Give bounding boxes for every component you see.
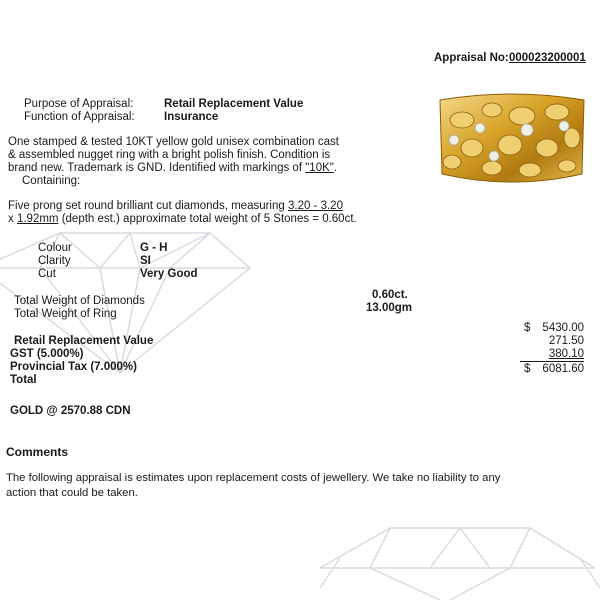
colour-value: G - H xyxy=(140,242,168,254)
description-line-3-end: . xyxy=(333,162,338,174)
clarity-label: Clarity xyxy=(38,255,71,267)
ring-weight-label: Total Weight of Ring xyxy=(14,308,117,320)
purpose-label: Purpose of Appraisal: xyxy=(24,98,134,110)
description-line-3-text: brand new. Trademark is GND. Identified with markings of xyxy=(8,162,306,174)
pst-amount: 380.10 xyxy=(548,348,584,360)
function-value: Insurance xyxy=(164,111,219,123)
stones-line-1 xyxy=(8,199,343,213)
appraisal-number: 000023200001 xyxy=(509,52,586,64)
diamond-watermark-bottom xyxy=(300,508,600,600)
cut-label: Cut xyxy=(38,268,56,280)
retail-value-label: Retail Replacement Value xyxy=(14,335,154,347)
function-label: Function of Appraisal: xyxy=(24,111,135,123)
total-amount: 6081.60 xyxy=(542,363,584,375)
gst-label: GST (5.000%) xyxy=(10,348,84,360)
comments-heading: Comments xyxy=(6,445,69,459)
stone-diameter: 3.20 - 3.20 xyxy=(287,200,343,212)
total-label: Total xyxy=(10,374,37,386)
clarity-value: SI xyxy=(140,255,151,267)
purpose-value: Retail Replacement Value xyxy=(164,98,304,110)
cut-value: Very Good xyxy=(140,268,198,280)
description-line-2: & assembled nugget ring with a bright polish finish. Condition is xyxy=(8,149,331,161)
description-line-3 xyxy=(8,161,337,175)
pst-label: Provincial Tax (7.000%) xyxy=(10,361,137,373)
description-line-4: Containing: xyxy=(22,175,81,187)
stones-line-2-prefix: x xyxy=(8,213,17,225)
diamond-weight-label: Total Weight of Diamonds xyxy=(14,295,145,307)
comments-line-2: action that could be taken. xyxy=(6,487,138,499)
gold-price: GOLD @ 2570.88 CDN xyxy=(10,405,131,417)
appraisal-number-label: Appraisal No: xyxy=(434,52,509,64)
stones-line-2-text: (depth est.) approximate total weight of 5 Stones = 0.60ct. xyxy=(58,213,357,225)
total-currency: $ xyxy=(524,363,531,375)
retail-amount: 5430.00 xyxy=(542,322,584,334)
gst-amount: 271.50 xyxy=(548,335,584,347)
stones-line-2 xyxy=(8,212,357,226)
retail-currency: $ xyxy=(524,322,531,334)
colour-label: Colour xyxy=(38,242,72,254)
nugget-ring-photo xyxy=(432,90,592,190)
diamond-weight-value: 0.60ct. xyxy=(372,289,408,301)
comments-line-1: The following appraisal is estimates upon replacement costs of jewellery. We take no liability to any xyxy=(6,472,501,484)
marking-value: "10K" xyxy=(305,162,334,174)
description-line-1: One stamped & tested 10KT yellow gold unisex combination cast xyxy=(8,136,339,148)
ring-weight-value: 13.00gm xyxy=(366,302,413,314)
stone-depth: 1.92mm xyxy=(16,213,59,225)
stones-line-1-text: Five prong set round brilliant cut diamonds, measuring xyxy=(8,200,288,212)
